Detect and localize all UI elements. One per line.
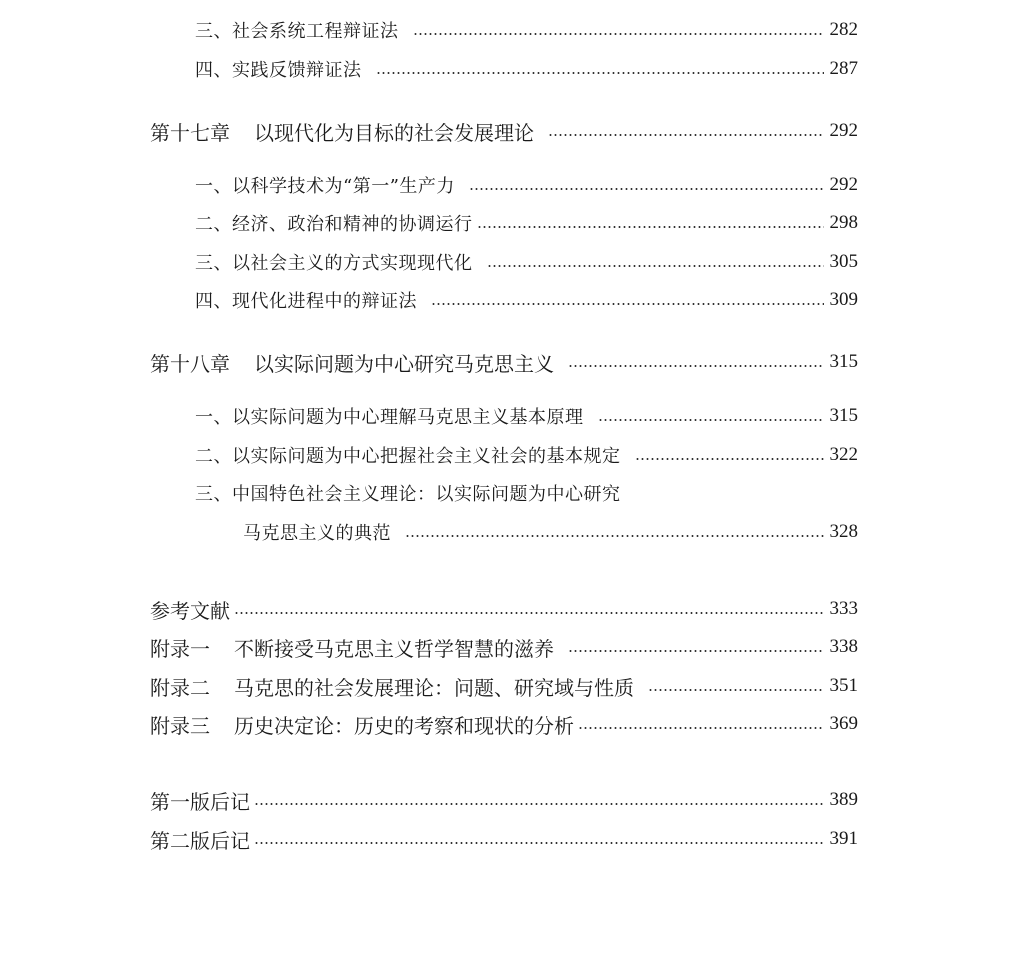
toc-entry-title bbox=[150, 710, 574, 739]
dot-leader bbox=[568, 365, 824, 367]
dot-leader bbox=[413, 33, 824, 35]
dot-leader bbox=[548, 134, 824, 136]
toc-entry-title: 四、现代化进程中的辩证法 bbox=[195, 291, 417, 312]
toc-entry-page: 309 bbox=[829, 289, 858, 310]
toc-entry-title: 四、实践反馈辩证法 bbox=[195, 60, 362, 81]
dot-leader bbox=[568, 650, 824, 652]
toc-entry bbox=[195, 440, 858, 470]
toc-entry bbox=[195, 401, 858, 431]
toc-entry-page: 369 bbox=[829, 713, 858, 734]
toc-entry bbox=[195, 247, 858, 277]
toc-entry-title bbox=[150, 672, 634, 701]
toc-entry-title: 马克思主义的典范 bbox=[243, 523, 391, 544]
toc-entry-title: 二、以实际问题为中心把握社会主义社会的基本规定 bbox=[195, 446, 621, 467]
toc-entry-title: 参考文献 bbox=[150, 598, 230, 623]
toc-entry-page: 338 bbox=[829, 636, 858, 657]
toc-entry-continuation bbox=[243, 517, 858, 547]
toc-entry-title: 第一版后记 bbox=[150, 789, 250, 814]
appendix-number: 附录三 bbox=[150, 713, 210, 738]
dot-leader bbox=[376, 72, 824, 74]
toc-entry bbox=[195, 15, 858, 45]
toc-entry-page: 333 bbox=[829, 598, 858, 619]
chapter-title: 以现代化为目标的社会发展理论 bbox=[254, 120, 534, 145]
toc-entry-page: 287 bbox=[829, 58, 858, 79]
toc-backmatter-entry bbox=[150, 824, 858, 854]
dot-leader bbox=[487, 265, 824, 267]
toc-entry-page: 389 bbox=[829, 789, 858, 810]
toc-entry bbox=[195, 478, 858, 508]
toc-entry bbox=[195, 170, 858, 200]
toc-entry-page: 351 bbox=[829, 675, 858, 696]
appendix-title: 马克思的社会发展理论：问题、研究域与性质 bbox=[234, 675, 634, 700]
toc-entry-title: 三、社会系统工程辩证法 bbox=[195, 21, 399, 42]
appendix-number: 附录二 bbox=[150, 675, 210, 700]
toc-entry-page: 315 bbox=[829, 405, 858, 426]
toc-entry-title: 三、以社会主义的方式实现现代化 bbox=[195, 253, 473, 274]
dot-leader bbox=[635, 458, 824, 460]
toc-appendix-entry bbox=[150, 632, 858, 662]
toc-backmatter-entry bbox=[150, 594, 858, 624]
toc-chapter-entry bbox=[150, 116, 858, 146]
dot-leader bbox=[578, 727, 824, 729]
toc-entry bbox=[195, 54, 858, 84]
dot-leader bbox=[648, 689, 824, 691]
toc-entry-title bbox=[150, 348, 554, 377]
toc-entry-page: 292 bbox=[829, 120, 858, 141]
toc-entry bbox=[195, 285, 858, 315]
appendix-title: 历史决定论：历史的考察和现状的分析 bbox=[234, 713, 574, 738]
toc-entry-title: 二、经济、政治和精神的协调运行 bbox=[195, 214, 473, 235]
appendix-title: 不断接受马克思主义哲学智慧的滋养 bbox=[234, 636, 554, 661]
chapter-number: 第十七章 bbox=[150, 120, 230, 145]
toc-entry bbox=[195, 208, 858, 238]
dot-leader bbox=[598, 419, 824, 421]
toc-appendix-entry bbox=[150, 709, 858, 739]
toc-backmatter-entry bbox=[150, 785, 858, 815]
chapter-number: 第十八章 bbox=[150, 351, 230, 376]
toc-entry-title: 三、中国特色社会主义理论：以实际问题为中心研究 bbox=[195, 484, 621, 505]
dot-leader bbox=[254, 842, 824, 844]
chapter-title: 以实际问题为中心研究马克思主义 bbox=[254, 351, 554, 376]
toc-appendix-entry bbox=[150, 671, 858, 701]
toc-entry-title bbox=[150, 633, 554, 662]
toc-entry-page: 305 bbox=[829, 251, 858, 272]
toc-chapter-entry bbox=[150, 347, 858, 377]
toc-entry-page: 391 bbox=[829, 828, 858, 849]
toc-entry-title bbox=[150, 117, 534, 146]
toc-entry-page: 328 bbox=[829, 521, 858, 542]
toc-entry-page: 282 bbox=[829, 19, 858, 40]
toc-entry-page: 315 bbox=[829, 351, 858, 372]
toc-entry-page: 322 bbox=[829, 444, 858, 465]
dot-leader bbox=[405, 535, 824, 537]
dot-leader bbox=[431, 303, 824, 305]
appendix-number: 附录一 bbox=[150, 636, 210, 661]
toc-entry-title: 一、以科学技术为“第一”生产力 bbox=[195, 176, 455, 197]
dot-leader bbox=[469, 188, 824, 190]
dot-leader bbox=[477, 226, 824, 228]
toc-entry-page: 292 bbox=[829, 174, 858, 195]
toc-entry-title: 第二版后记 bbox=[150, 828, 250, 853]
toc-entry-title: 一、以实际问题为中心理解马克思主义基本原理 bbox=[195, 407, 584, 428]
dot-leader bbox=[254, 803, 824, 805]
toc-entry-page: 298 bbox=[829, 212, 858, 233]
dot-leader bbox=[234, 612, 824, 614]
